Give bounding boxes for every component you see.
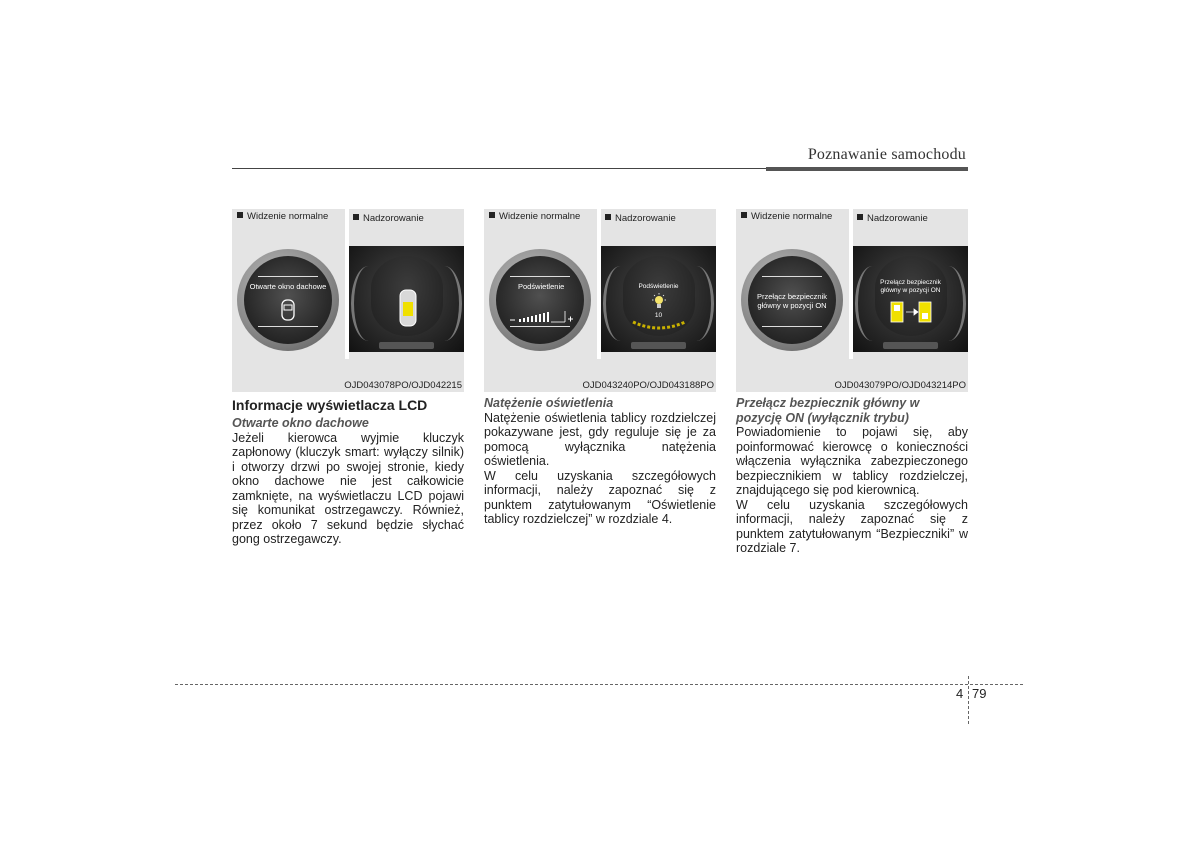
bullet-square-icon bbox=[489, 212, 495, 218]
figure-caption-normal bbox=[237, 211, 328, 222]
bullet-square-icon bbox=[237, 212, 243, 218]
footer-divider bbox=[968, 676, 969, 724]
page-number: 79 bbox=[972, 686, 987, 701]
body-paragraph: Powiadomienie to pojawi się, aby poinformować kierowcę o konieczności włączenia wyłącznika zabezpieczonego bezpiecznikiem w tablicy rozdzielczej, znajdującego się pod kierownicą. bbox=[736, 425, 968, 497]
display-line bbox=[762, 276, 822, 277]
normal-display-gauge bbox=[741, 249, 843, 351]
figure-caption-supervision bbox=[353, 213, 424, 224]
bullet-square-icon bbox=[741, 212, 747, 218]
odometer bbox=[883, 342, 938, 349]
car-sunroof-icon bbox=[397, 288, 419, 328]
body-paragraph: W celu uzyskania szczegółowych informacji, należy zapoznać się z punktem zatytułowanym “Oświetlenie tablicy rozdzielczej” w rozdziale 4. bbox=[484, 468, 716, 526]
figure-panel-fuse-switch bbox=[736, 209, 968, 392]
supervision-cluster bbox=[601, 246, 716, 352]
figure-code: OJD043079PO/OJD043214PO bbox=[834, 380, 966, 391]
bullet-square-icon bbox=[857, 214, 863, 220]
cluster-screen bbox=[875, 256, 947, 336]
figure-caption-normal bbox=[741, 211, 832, 222]
section-subheading: Natężenie oświetlenia bbox=[484, 396, 614, 410]
normal-display-gauge bbox=[237, 249, 339, 351]
column-illumination bbox=[484, 396, 716, 527]
section-heading: Informacje wyświetlacza LCD bbox=[232, 397, 428, 413]
figure-caption-supervision bbox=[857, 213, 928, 224]
car-top-view-icon bbox=[280, 299, 296, 321]
caption-text: Widzenie normalne bbox=[751, 211, 833, 222]
section-subheading: Przełącz bezpiecznik główny w pozycję ON (wyłącznik trybu) bbox=[736, 396, 920, 425]
caption-text: Widzenie normalne bbox=[499, 211, 581, 222]
chapter-number: 4 bbox=[956, 686, 964, 701]
cluster-message: Podświetlenie bbox=[638, 283, 679, 290]
figure-caption-supervision bbox=[605, 213, 676, 224]
illumination-value: 10 bbox=[654, 312, 663, 319]
caption-text: Nadzorowanie bbox=[615, 213, 676, 224]
figure-caption-normal bbox=[489, 211, 580, 222]
caption-text: Widzenie normalne bbox=[247, 211, 329, 222]
body-paragraph: W celu uzyskania szczegółowych informacji, należy zapoznać się z punktem zatytułowanym “Bezpieczniki” w rozdziale 7. bbox=[736, 497, 968, 555]
cluster-message: Przełącz bezpiecznik główny w pozycji ON bbox=[880, 279, 941, 294]
section-subheading: Otwarte okno dachowe bbox=[232, 416, 369, 430]
supervision-cluster bbox=[349, 246, 464, 352]
display-line bbox=[510, 276, 570, 277]
figure-panel-sunroof bbox=[232, 209, 464, 392]
fuse-switch-icon bbox=[889, 300, 933, 324]
odometer bbox=[379, 342, 434, 349]
display-line bbox=[258, 276, 318, 277]
odometer bbox=[631, 342, 686, 349]
column-lcd-info bbox=[232, 397, 464, 547]
figure-panel-illumination bbox=[484, 209, 716, 392]
display-line bbox=[762, 326, 822, 327]
bullet-square-icon bbox=[605, 214, 611, 220]
footer-rule bbox=[175, 684, 1023, 685]
caption-text: Nadzorowanie bbox=[363, 213, 424, 224]
caption-text: Nadzorowanie bbox=[867, 213, 928, 224]
figure-code: OJD043078PO/OJD042215 bbox=[344, 380, 462, 391]
header-accent-bar bbox=[766, 167, 968, 171]
display-message: Otwarte okno dachowe bbox=[249, 282, 327, 291]
body-paragraph: Jeżeli kierowca wyjmie kluczyk zapłonowy (kluczyk smart: wyłączy silnik) i otworzy drzwi po swojej stronie, kiedy okno dachowe nie jest całkowicie zamknięte, na wyświetlaczu LCD pojawi się komunikat ostrzegawczy. Również, przez około 7 sekund będzie słychać gong ostrzegawczy. bbox=[232, 430, 464, 546]
bullet-square-icon bbox=[353, 214, 359, 220]
display-line bbox=[258, 326, 318, 327]
display-message: Przełącz bezpiecznik główny w pozycji ON bbox=[756, 292, 828, 310]
light-bulb-icon bbox=[651, 293, 667, 311]
supervision-cluster bbox=[853, 246, 968, 352]
column-fuse-switch bbox=[736, 396, 968, 556]
illumination-arc bbox=[631, 318, 687, 332]
normal-display-gauge bbox=[489, 249, 591, 351]
display-message: Podświetlenie bbox=[518, 282, 565, 291]
page-header-title: Poznawanie samochodu bbox=[807, 146, 966, 163]
illumination-level-bar bbox=[508, 308, 574, 324]
figure-code: OJD043240PO/OJD043188PO bbox=[582, 380, 714, 391]
body-paragraph: Natężenie oświetlenia tablicy rozdzielczej pokazywane jest, gdy reguluje się je za pomocą wyłącznika natężenia oświetlenia. bbox=[484, 410, 716, 468]
display-line bbox=[510, 326, 570, 327]
